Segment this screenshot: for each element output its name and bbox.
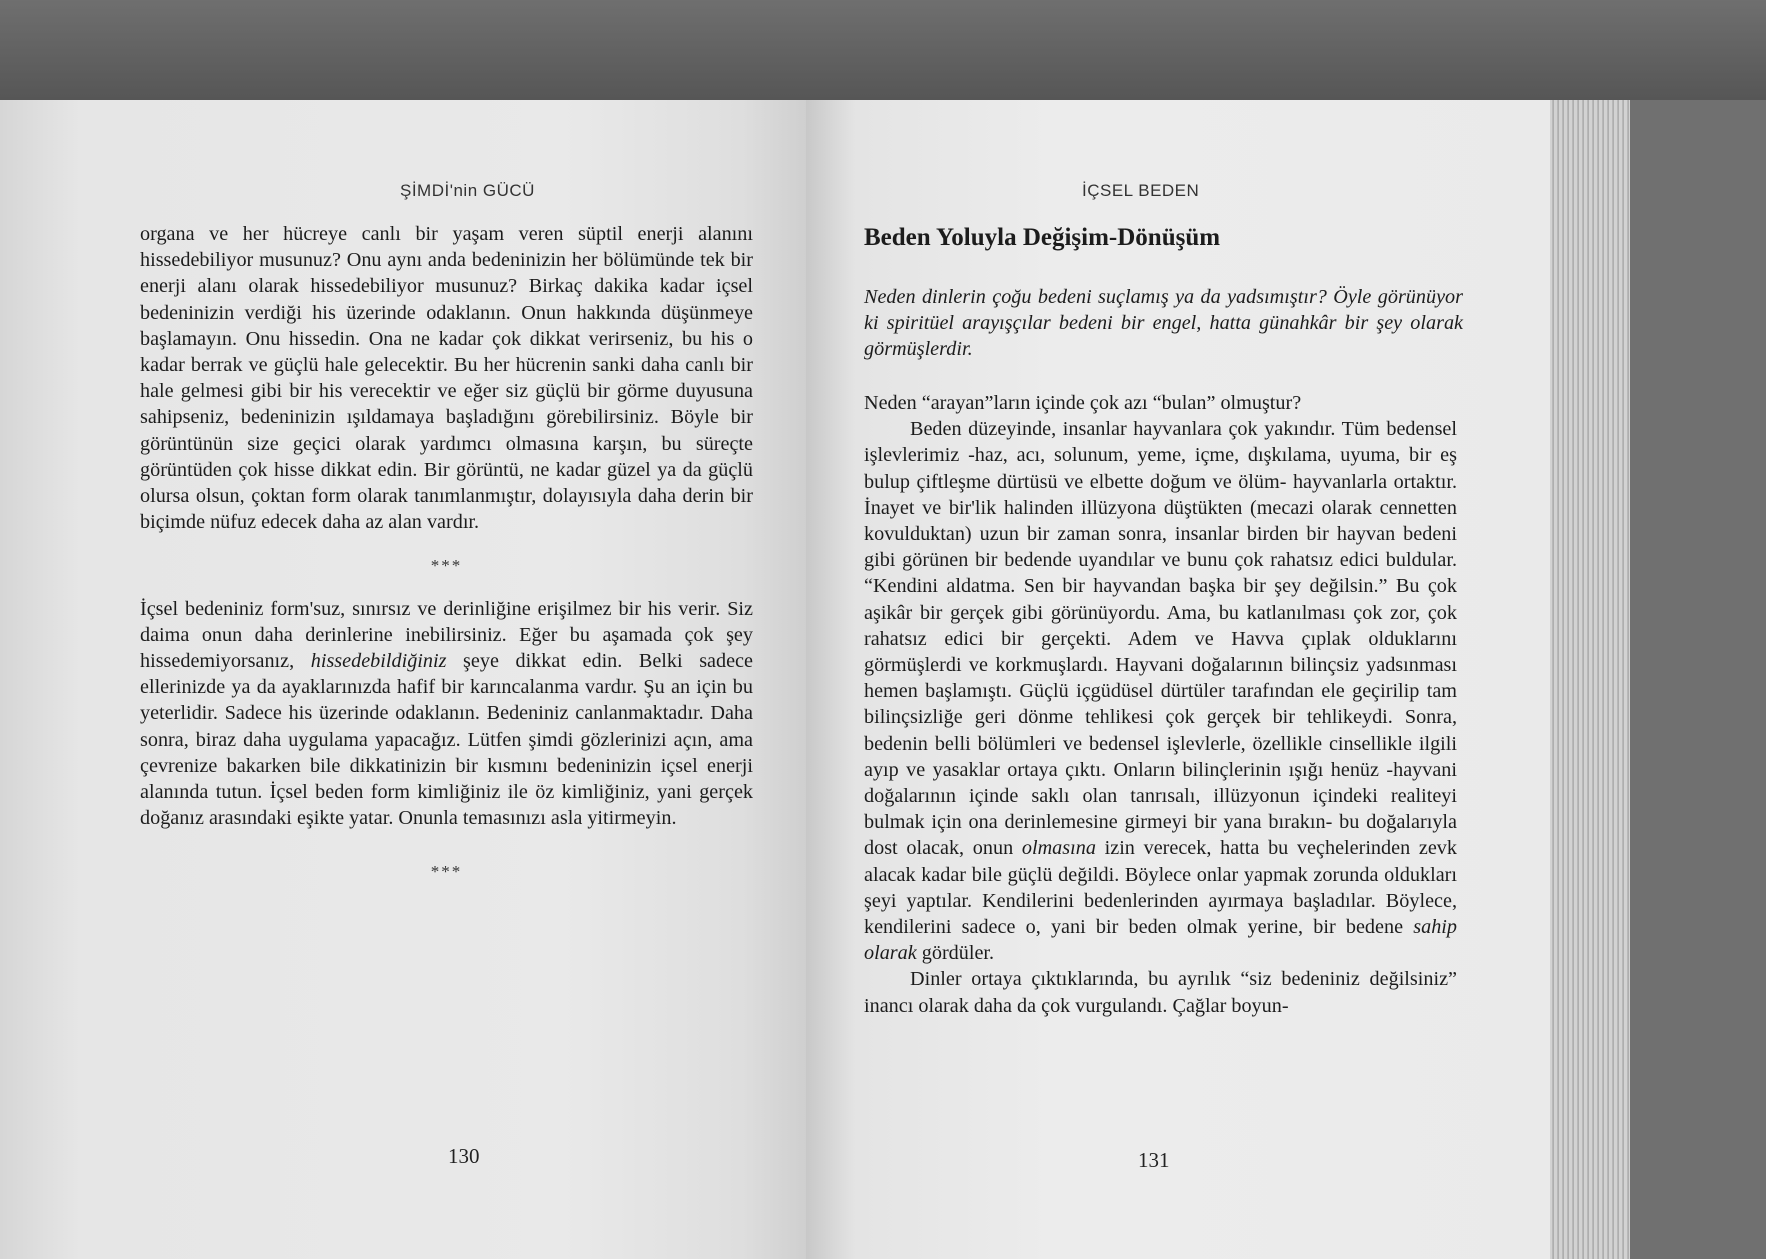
section-separator: ***: [430, 556, 463, 576]
book-cover-edge: [1630, 100, 1766, 1259]
right-paragraph-2: Dinler ortaya çıktıklarında, bu ayrılık “siz bedeniniz değilsiniz” inancı olarak daha da çok vurgulandı. Çağlar boyun-: [864, 968, 1457, 1017]
right-page-number: 131: [1138, 1148, 1170, 1172]
left-paragraph-1: organa ve her hücreye canlı bir yaşam veren süptil enerji alanını hissedebiliyor musunuz? Onu aynı anda bedeninizin her bölümünde tek bir enerji alanı olarak hissedebiliyor musunuz? Birkaç dakika kadar içsel bedeninizin verdiği his üzerinde odaklanın. Onun hakkında düşünmeye başlamayın. Onu hissedin. Ona ne kadar çok dikkat verirseniz, bu his o kadar berrak ve güçlü hale gelecektir. Bu her hücrenin sanki daha canlı bir hale gelmesi gibi bir his verecektir ve eğer siz güçlü bir görme duyusuna sahipseniz, bedeninizin ışıldamaya başladığını görebilirsiniz. Böyle bir görüntünün size geçici olarak yardımcı olmasına karşın, bu süreçte görüntüden çok hisse dikkat edin. Bir görüntü, ne kadar güzel ya da güçlü olursa olsun, çoktan form olarak tanımlanmıştır, dolayısıyla daha derin bir biçimde nüfuz edecek daha az alan vardır.: [140, 223, 753, 534]
left-page-number: 130: [448, 1144, 480, 1168]
right-paragraph-1: Beden düzeyinde, insanlar hayvanlara çok yakındır. Tüm bedensel işlevlerimiz -haz, acı, solunum, yeme, içme, dışkılama, uyuma, bir eş bulup çiftleşme dürtüsü ve elbette doğum ve ölüm- hayvanlarla ortaktır. İnayet ve bir'lik halinden illüzyona düştükten (mecazi olarak cennetten kovulduktan) uzun bir zaman sonra, insanlar birden bir hayvan bedeni gibi görünen bir bedende uyandılar ve bunu çok rahatsız edici buldular. “Kendini aldatma. Sen bir hayvandan başka bir şey değilsin.” Bu çok aşikâr bir gerçek gibi görünüyordu. Ama, bu katlanılması çok zor, çok rahatsız edici bir gerçekti. Adem ve Havva çıplak olduklarını görmüşlerdi ve korkmuşlardı. Hayvani doğalarının bilinçsiz yadsınması hemen başlamıştı. Güçlü içgüdüsel dürtüler tarafından ele geçirilip tam bilinçsizliğe geri dönme tehlikesi çok gerçek bir tehlikeydi. Sonra, bedenin belli bölümleri ve bedensel işlevlerle, özellikle cinsellikle ilgili ayıp ve yasaklar ortaya çıktı. Onların bilinçlerinin ışığı henüz -hayvani doğalarının içinde saklı olan tanrısalı, illüzyonun içindeki realiteyi bulmak için ona derinlemesine girmeyi bir yana bırakın- bu doğalarıyla dost olacak, onun olmasına izin verecek, hatta bu veçhelerinden zevk alacak kadar bile güçlü değildi. Böylece onlar yapmak zorunda oldukları şeyi yaptılar. Kendilerini bedenlerinden ayırmaya başladılar. Böylece, kendilerini sadece o, yani bir beden olmak yerine, bir bedene sahip olarak gördüler.: [864, 418, 1457, 965]
left-paragraph-2: İçsel bedeniniz form'suz, sınırsız ve derinliğine erişilmez bir his verir. Siz daima onun daha derinlerine inebilirsiniz. Eğer bu aşamada çok şey hissedemiyorsanız, hissedebildiğiniz şeye dikkat edin. Belki sadece ellerinizde ya da ayaklarınızda hafif bir karıncalanma vardır. Şu an için bu yeterlidir. Sadece his üzerinde odaklanın. Bedeniniz canlanmaktadır. Daha sonra, biraz daha uygulama yapacağız. Lütfen şimdi gözlerinizi açın, ama çevrenize bakarken bile dikkatinizin bir kısmını bedeninizin içsel enerji alanında tutun. İçsel beden form kimliğiniz ile öz kimliğiniz, yani gerçek doğanız arasındaki eşikte yatar. Onunla temasınızı asla yitirmeyin.: [140, 597, 753, 830]
scan-background: [0, 0, 1766, 100]
right-running-head: İÇSEL BEDEN: [1082, 181, 1200, 200]
section-title: Beden Yoluyla Değişim-Dönüşüm: [864, 224, 1221, 251]
left-running-head: ŞİMDİ'nin GÜCÜ: [400, 181, 535, 200]
section-separator: ***: [430, 862, 463, 882]
right-body-text: [864, 390, 1457, 1019]
page-edges: [1550, 100, 1630, 1259]
intro-question: Neden dinlerin çoğu bedeni suçlamış ya da yadsımıştır? Öyle görünüyor ki spiritüel arayışçılar bedeni bir engel, hatta günahkâr bir şey olarak görmüşlerdir.: [864, 286, 1463, 361]
question-line: Neden “arayan”ların içinde çok azı “bulan” olmuştur?: [864, 392, 1302, 414]
left-body-text: [140, 221, 753, 886]
